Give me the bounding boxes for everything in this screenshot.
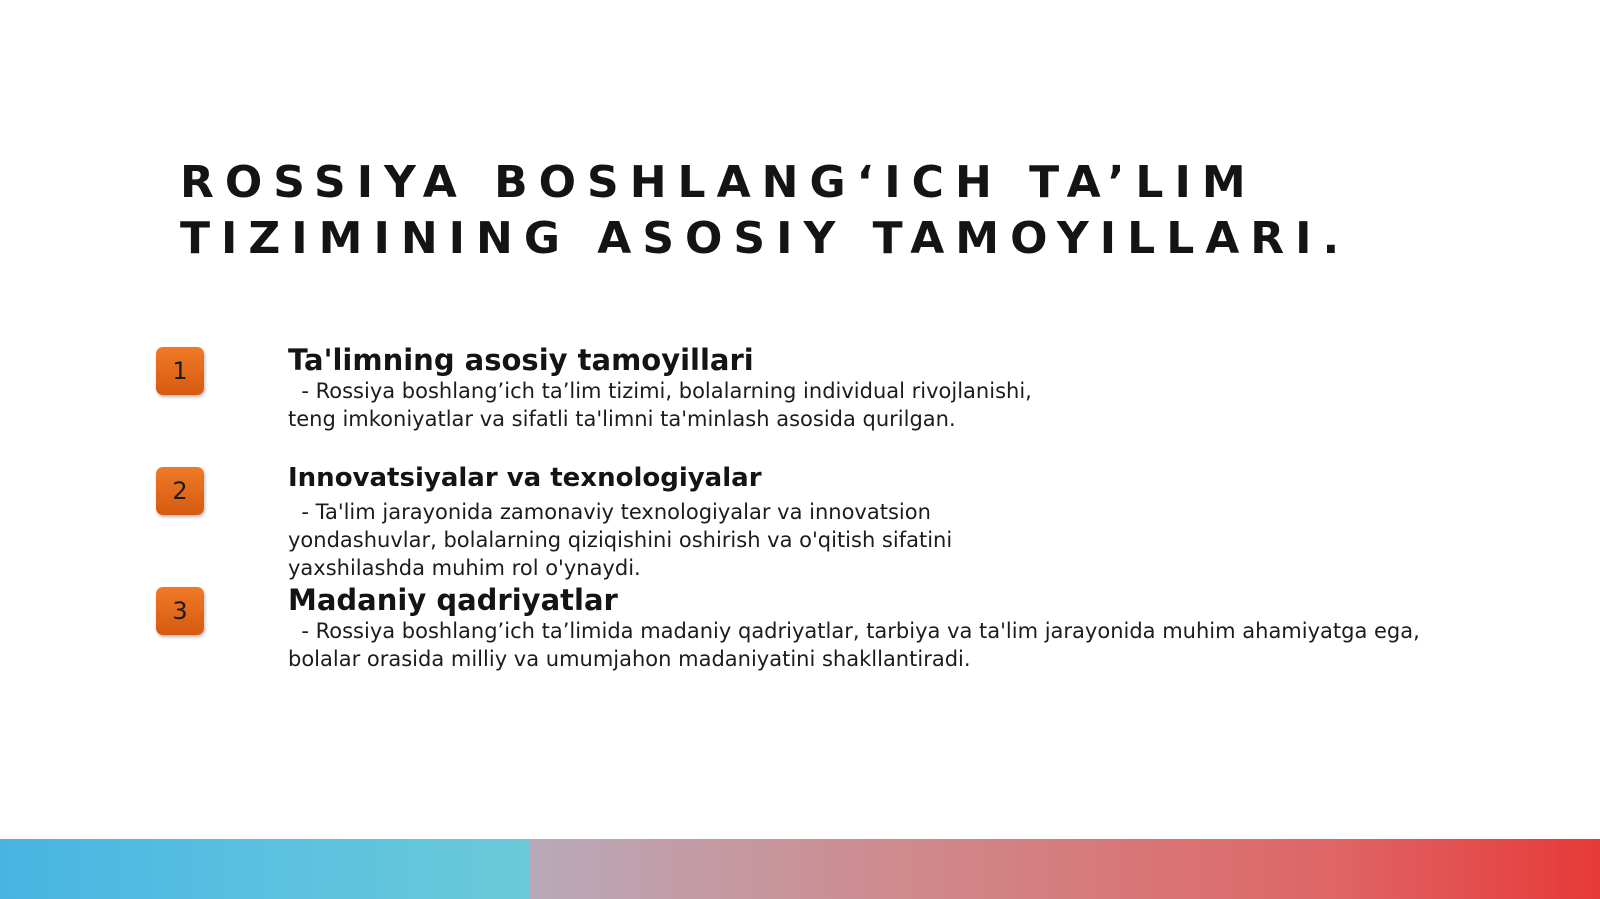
principle-item-1 (288, 343, 1032, 433)
principle-description-1: - Rossiya boshlang’ich ta’lim tizimi, bolalarning individual rivojlanishi, teng imkoniyatlar va sifatli ta'limni ta'minlash asosida qurilgan. (288, 379, 1032, 431)
footer-band-red-segment (530, 839, 1600, 899)
number-badge-1-label: 1 (172, 357, 188, 385)
principle-heading-1: Ta'limning asosiy tamoyillari (288, 343, 754, 377)
number-badge-1 (156, 347, 204, 395)
principle-description-2: - Ta'lim jarayonida zamonaviy texnologiyalar va innovatsion yondashuvlar, bolalarning qiziqishini oshirish va o'qitish sifatini yaxshilashda muhim rol o'ynaydi. (288, 500, 953, 580)
number-badge-2 (156, 467, 204, 515)
footer-band-blue-segment (0, 839, 530, 899)
principle-heading-2: Innovatsiyalar va texnologiyalar (288, 463, 762, 493)
number-badge-3-label: 3 (172, 597, 188, 625)
footer-color-band (0, 839, 1600, 899)
slide-title (180, 155, 1480, 267)
principle-item-3 (288, 583, 1420, 673)
number-badge-2-label: 2 (172, 477, 188, 505)
slide-title-line-2: TIZIMINING ASOSIY TAMOYILLARI. (180, 213, 1351, 264)
number-badge-3 (156, 587, 204, 635)
principle-heading-3: Madaniy qadriyatlar (288, 583, 618, 617)
slide-title-line-1: ROSSIYA BOSHLANG‘ICH TA’LIM (180, 157, 1257, 208)
principle-description-3: - Rossiya boshlang’ich ta’limida madaniy qadriyatlar, tarbiya va ta'lim jarayonida muhim ahamiyatga ega, bolalar orasida milliy va umumjahon madaniyatini shakllantiradi. (288, 619, 1420, 671)
principle-item-2 (288, 462, 952, 582)
